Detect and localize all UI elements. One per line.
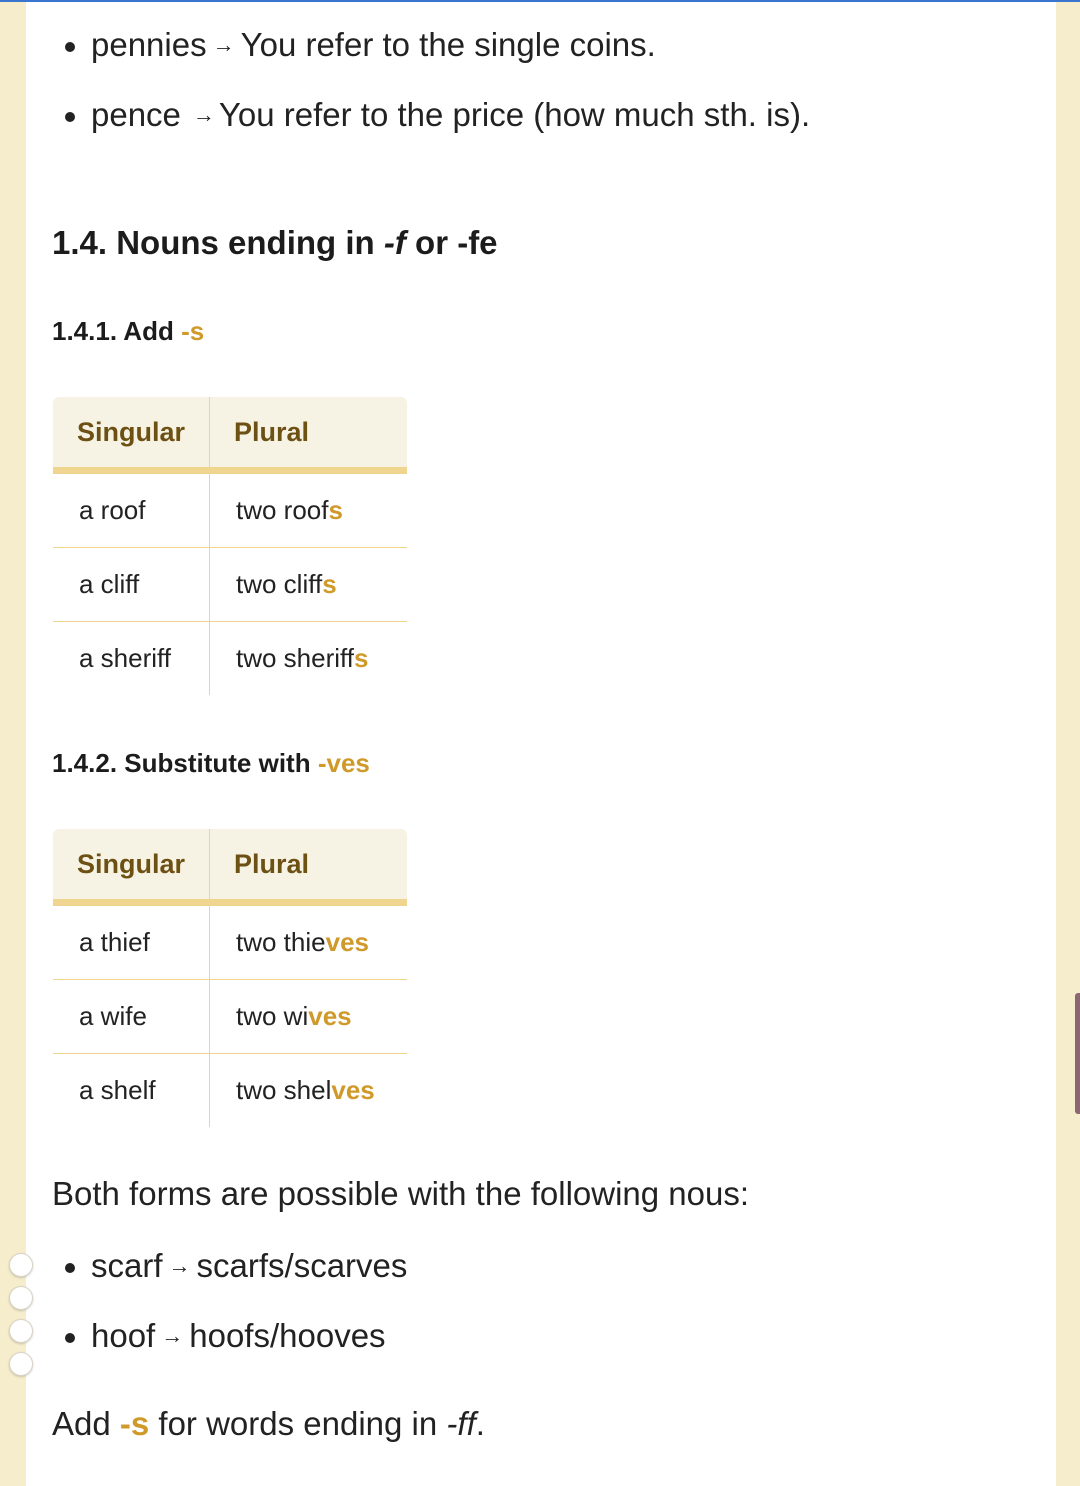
both-forms-bullet-list [26,1244,407,1384]
bullet-text: You refer to the single coins. [240,26,656,63]
singular-cell: a cliff [52,548,210,622]
content-page [26,2,1056,1486]
suffix-highlight: -s [119,1405,150,1442]
suffix-highlight: -ves [317,748,370,778]
table-row [52,548,408,622]
list-item [26,1244,407,1314]
plural-cell: two cliffs [210,548,409,622]
plural-cell: two roofs [236,495,343,525]
bullet-text: hoofs/hooves [189,1317,386,1354]
list-item [26,93,810,163]
intro-bullet-list [26,23,810,163]
singular-cell: a shelf [52,1054,210,1131]
table-row [52,622,408,699]
table-row [52,903,408,980]
plural-cell: two sheriffs [210,622,409,699]
plural-cell: two thieves [236,927,369,957]
singular-cell: a wife [52,980,210,1054]
plural-table-add-s [51,395,409,701]
plural-cell: two wives [210,980,409,1054]
column-header-plural: Plural [210,396,409,471]
singular-cell: a thief [52,903,210,980]
column-header-plural: Plural [210,828,409,903]
final-note-paragraph: Add -s for words ending in -ff. [52,1405,485,1442]
arrow-icon: → [161,1323,184,1349]
bullet-text: You refer to the price (how much sth. is). [218,96,811,133]
table-header-row [52,828,408,903]
list-item [26,1314,407,1384]
both-forms-paragraph: Both forms are possible with the following nous: [52,1175,750,1212]
arrow-icon: → [192,102,215,128]
column-header-singular: Singular [52,396,210,471]
arrow-icon: → [168,1253,191,1279]
section-heading: 1.4. Nouns ending in -f or -fe [52,224,498,261]
table-row [52,1054,408,1131]
singular-cell: a roof [52,471,210,548]
plural-cell: two shelves [210,1054,409,1131]
subsection-heading-substitute-ves: 1.4.2. Substitute with -ves [52,748,370,778]
table-row [52,980,408,1054]
bullet-text: scarfs/scarves [196,1247,408,1284]
scrollbar-thumb[interactable] [1075,993,1080,1114]
page-dot[interactable] [9,1286,33,1310]
bullet-word: scarf [91,1247,163,1284]
bullet-word: pennies [91,26,207,63]
bullet-word: pence [91,96,181,133]
column-header-singular: Singular [52,828,210,903]
subsection-heading-add-s: 1.4.1. Add -s [52,316,205,346]
list-item [26,23,810,93]
page-indicator-dots [9,1253,33,1377]
arrow-icon: → [212,32,235,58]
suffix-highlight: -s [181,316,205,346]
singular-cell: a sheriff [52,622,210,699]
page-dot[interactable] [9,1352,33,1376]
bullet-word: hoof [91,1317,156,1354]
page-dot[interactable] [9,1319,33,1343]
table-row [52,471,408,548]
table-header-row [52,396,408,471]
page-dot[interactable] [9,1253,33,1277]
plural-table-substitute-ves [51,827,409,1133]
